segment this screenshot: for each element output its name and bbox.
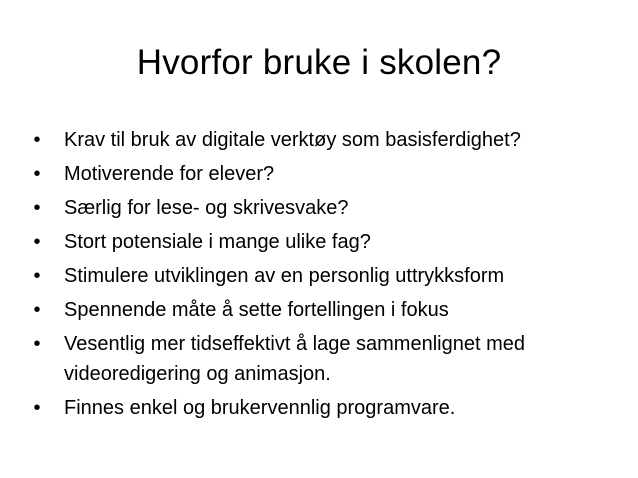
bullet-list [30, 126, 620, 428]
bullet-icon: • [33, 231, 41, 253]
bullet-item [30, 296, 620, 326]
bullet-icon: • [33, 265, 41, 287]
bullet-text: Særlig for lese- og skrivesvake? [64, 197, 349, 219]
bullet-text: Vesentlig mer tidseffektivt å lage sammenlignet med videoredigering og animasjon. [64, 333, 525, 385]
bullet-icon: • [33, 197, 41, 219]
bullet-text: Finnes enkel og brukervennlig programvare. [64, 396, 456, 419]
bullet-icon: • [33, 396, 41, 419]
bullet-icon: • [33, 333, 41, 355]
bullet-text: Krav til bruk av digitale verktøy som basisferdighet? [64, 129, 521, 151]
bullet-text: Motiverende for elever? [64, 163, 275, 185]
bullet-item [30, 262, 620, 292]
bullet-item [30, 394, 620, 424]
bullet-item [30, 330, 620, 389]
bullet-text: Stort potensiale i mange ulike fag? [64, 231, 371, 253]
bullet-item [30, 228, 620, 258]
bullet-icon: • [33, 129, 41, 151]
bullet-item [30, 160, 620, 190]
slide-title: Hvorfor bruke i skolen? [136, 43, 502, 82]
bullet-text: Spennende måte å sette fortellingen i fokus [64, 299, 449, 321]
bullet-item [30, 194, 620, 224]
bullet-text: Stimulere utviklingen av en personlig uttrykksform [64, 265, 505, 287]
bullet-icon: • [33, 299, 41, 321]
bullet-item [30, 126, 620, 156]
bullet-icon: • [33, 163, 41, 185]
